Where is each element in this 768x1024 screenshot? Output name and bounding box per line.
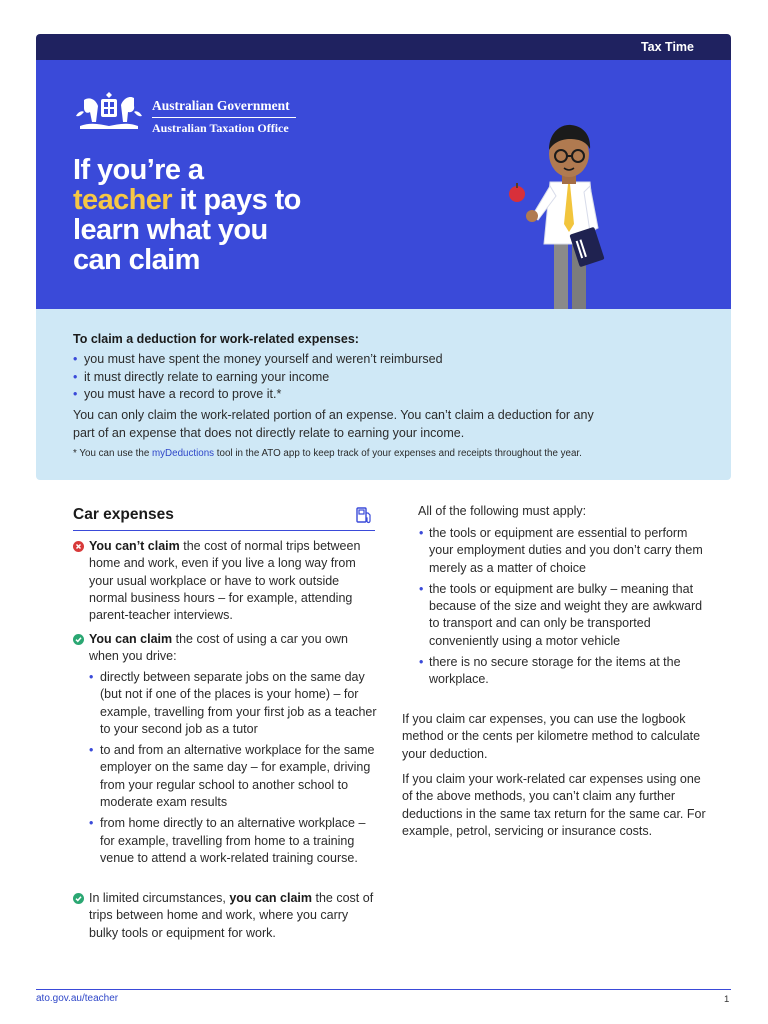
cant-claim-item — [73, 538, 378, 624]
logo-ato-text: Australian Taxation Office — [152, 121, 289, 135]
intro-bullet-list — [73, 351, 443, 404]
headline-highlight: teacher — [73, 184, 172, 216]
can-claim-bullet-list — [89, 669, 378, 871]
list-item: • the tools or equipment are bulky – meaning that because of the size and weight they are awkward to transport and can only be transported conveniently using a motor vehicle — [419, 581, 709, 650]
limited-text-rest: the cost of trips between home and work, where you carry bulky tools or equipment for work. — [89, 891, 374, 940]
section-divider — [73, 530, 375, 531]
section-title: Car expenses — [73, 506, 174, 523]
mydeductions-link[interactable]: myDeductions — [152, 448, 215, 459]
list-item: • there is no secure storage for the items at the workplace. — [419, 654, 709, 689]
can-claim-item — [73, 631, 378, 666]
tax-time-label: Tax Time — [640, 40, 694, 54]
list-item: • you must have spent the money yourself and weren’t reimbursed — [73, 351, 443, 369]
footer-divider — [36, 989, 731, 990]
headline-line-4: can claim — [73, 244, 200, 276]
requirements-bullet-list — [419, 525, 709, 693]
fuel-pump-icon — [355, 506, 373, 524]
logbook-paragraph: If you claim car expenses, you can use the logbook method or the cents per kilometre method to calculate your deduction. — [402, 712, 701, 761]
can-claim-text: the cost of using a car you own when you drive: — [89, 632, 348, 664]
list-item: • the tools or equipment are essential to perform your employment duties and you don’t carry them merely as a matter of choice — [419, 525, 709, 577]
limited-circumstances-item — [73, 890, 378, 942]
headline-line-1: If you’re a — [73, 154, 204, 186]
cross-icon — [73, 541, 84, 552]
cant-claim-text: the cost of normal trips between home and work, even if you live a long way from your usual workplace or have to work outside normal business hours – for example, attending parent-teacher interviews. — [89, 539, 361, 623]
ato-logo — [72, 86, 312, 136]
footer-url-link[interactable]: ato.gov.au/teacher — [36, 993, 119, 1004]
page-number: 1 — [724, 994, 730, 1005]
intro-title: To claim a deduction for work-related expenses: — [73, 332, 359, 346]
requirements-intro: All of the following must apply: — [418, 504, 587, 518]
list-item: • directly between separate jobs on the same day (but not if one of the places is your home) – for example, travelling from your first job as a teacher to your second job as a tutor — [89, 669, 378, 738]
list-item: • from home directly to an alternative workplace – for example, travelling from home to a training venue to attend a work-related training course. — [89, 815, 378, 867]
headline-line-2-rest: it pays to — [171, 184, 301, 216]
headline-line-2 — [73, 185, 393, 215]
list-item: • to and from an alternative workplace for the same employer on the same day – for example, driving from your regular school to another school to moderate exam results — [89, 742, 378, 811]
further-deductions-paragraph: If you claim your work-related car expenses using one of the above methods, you can’t claim any further deductions in the same tax return for the same car. For example, petrol, servicing or insurance costs. — [402, 772, 706, 838]
coat-of-arms-icon — [72, 86, 146, 136]
intro-paragraph: You can only claim the work-related portion of an expense. You can’t claim a deduction for any part of an expense that does not directly relate to earning your income. — [73, 408, 594, 440]
list-item: • it must directly relate to earning your income — [73, 369, 443, 387]
cant-claim-bold: You can’t claim — [89, 539, 180, 553]
car-expenses-column — [73, 505, 378, 940]
check-icon — [73, 634, 84, 645]
limited-text-pre: In limited circumstances, — [89, 891, 230, 905]
headline-line-3: learn what you — [73, 214, 268, 246]
list-item: • you must have a record to prove it.* — [73, 386, 443, 404]
note-text-after: tool in the ATO app to keep track of your expenses and receipts throughout the year. — [214, 448, 582, 459]
note-text-before: * You can use the — [73, 448, 152, 459]
top-bar — [36, 34, 731, 60]
intro-footnote — [73, 447, 713, 460]
logo-government-text: Australian Government — [152, 98, 290, 113]
can-claim-bold: You can claim — [89, 632, 173, 646]
logo-divider — [152, 117, 296, 118]
check-icon — [73, 893, 84, 904]
limited-bold: you can claim — [229, 891, 313, 905]
hero-headline — [73, 155, 393, 275]
